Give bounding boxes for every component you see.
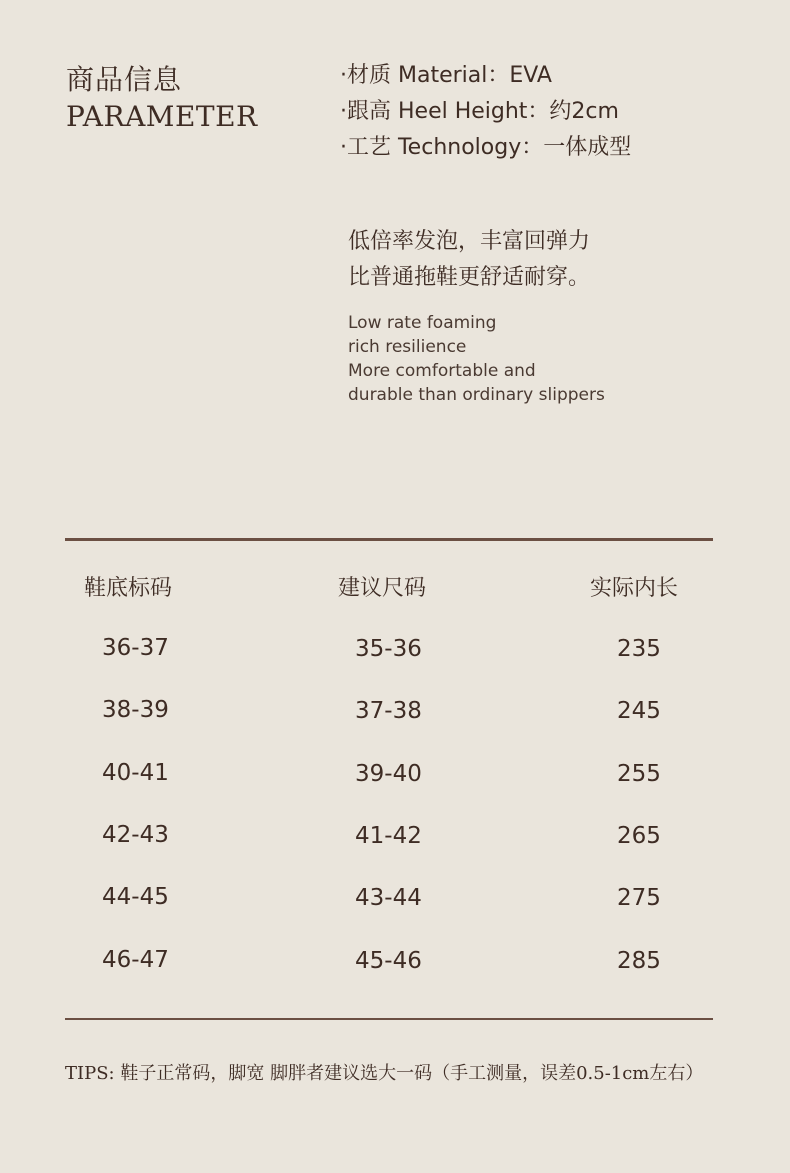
cell-suggested-size: 41-42 [355, 823, 422, 849]
cell-sole-size: 46-47 [102, 947, 169, 973]
description-en-line-1: Low rate foaming [348, 313, 497, 333]
header-suggested-size: 建议尺码 [338, 576, 427, 601]
spec-material: ·材质 Material：EVA [340, 63, 552, 88]
cell-inner-length: 275 [617, 885, 661, 911]
description-cn-line-2: 比普通拖鞋更舒适耐穿。 [348, 265, 591, 290]
title-en: PARAMETER [66, 100, 258, 133]
cell-suggested-size: 45-46 [355, 948, 422, 974]
cell-inner-length: 265 [617, 823, 661, 849]
cell-inner-length: 245 [617, 698, 661, 724]
description-cn-line-1: 低倍率发泡，丰富回弹力 [348, 229, 591, 254]
cell-suggested-size: 35-36 [355, 636, 422, 662]
cell-inner-length: 285 [617, 948, 661, 974]
cell-sole-size: 40-41 [102, 760, 169, 786]
cell-sole-size: 38-39 [102, 697, 169, 723]
header-sole-size: 鞋底标码 [84, 576, 173, 601]
cell-inner-length: 255 [617, 761, 661, 787]
cell-inner-length: 235 [617, 636, 661, 662]
cell-suggested-size: 39-40 [355, 761, 422, 787]
description-en-line-4: durable than ordinary slippers [348, 385, 605, 405]
cell-suggested-size: 37-38 [355, 698, 422, 724]
cell-sole-size: 36-37 [102, 635, 169, 661]
description-en-line-2: rich resilience [348, 337, 467, 357]
description-en-line-3: More comfortable and [348, 361, 536, 381]
cell-sole-size: 42-43 [102, 822, 169, 848]
spec-heel-height: ·跟高 Heel Height：约2cm [340, 99, 619, 124]
cell-sole-size: 44-45 [102, 884, 169, 910]
tips-note: TIPS: 鞋子正常码，脚宽 脚胖者建议选大一码（手工测量，误差0.5-1cm左右） [65, 1063, 704, 1084]
title-cn: 商品信息 [66, 63, 183, 96]
header-inner-length: 实际内长 [590, 576, 679, 601]
cell-suggested-size: 43-44 [355, 885, 422, 911]
spec-technology: ·工艺 Technology：一体成型 [340, 135, 632, 160]
table-top-rule [65, 538, 713, 541]
table-bottom-rule [65, 1018, 713, 1020]
